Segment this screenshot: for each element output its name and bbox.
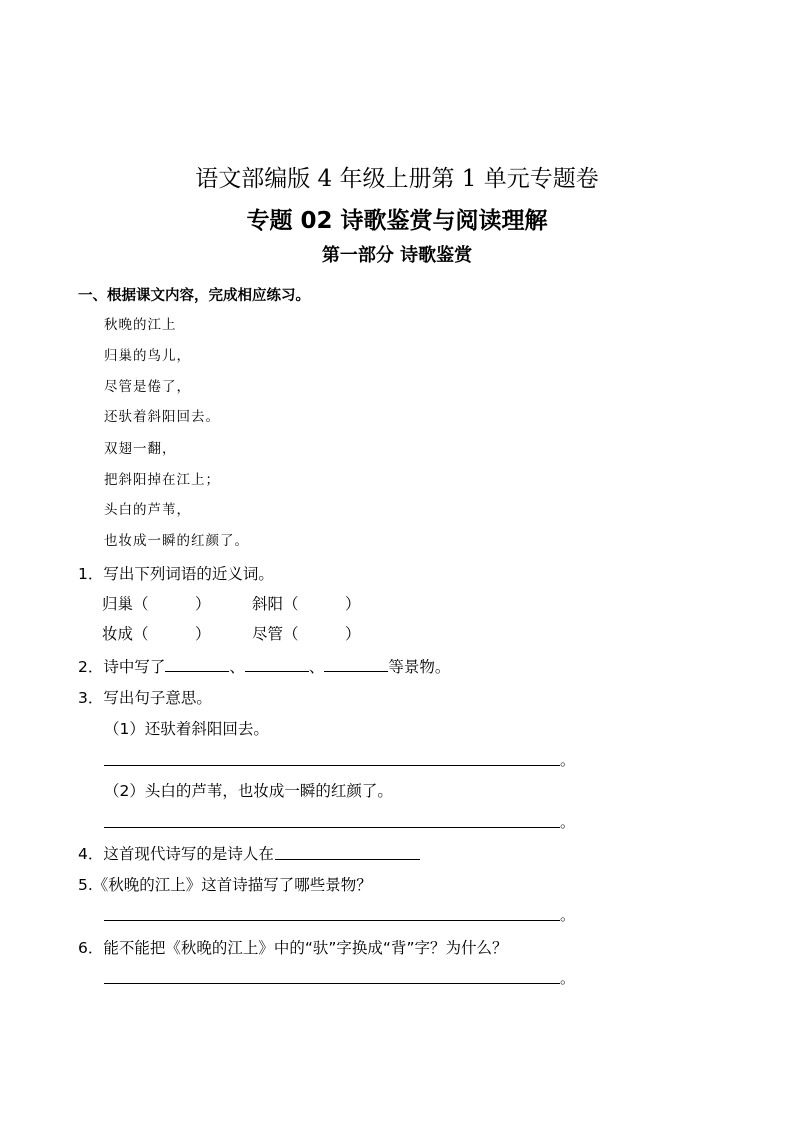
question-5: 5.《秋晚的江上》这首诗描写了哪些景物？ xyxy=(78,876,372,894)
question-3: 3．写出句子意思。 xyxy=(78,689,212,707)
question-3-sub-2: （2）头白的芦苇，也妆成一瞬的红颜了。 xyxy=(104,782,393,800)
answer-line[interactable] xyxy=(104,765,560,766)
question-3-sub-1: （1）还驮着斜阳回去。 xyxy=(104,720,269,738)
topic-subtitle: 专题 02 诗歌鉴赏与阅读理解 xyxy=(246,208,548,234)
question-6: 6．能不能把《秋晚的江上》中的“驮”字换成“背”字？为什么？ xyxy=(78,939,508,957)
period: 。 xyxy=(560,906,576,924)
poem-line: 尽管是倦了， xyxy=(104,379,191,395)
synonym-item-jinguan: 尽管（ ） xyxy=(252,625,361,643)
separator: 、 xyxy=(229,658,245,676)
answer-blank[interactable] xyxy=(275,859,420,860)
question-2-suffix: 等景物。 xyxy=(388,658,451,676)
poem-line: 双翅一翻， xyxy=(104,441,177,457)
poem-line: 把斜阳掉在江上； xyxy=(104,472,220,488)
poem-line: 也妆成一瞬的红颜了。 xyxy=(104,533,249,549)
question-2-text: 2．诗中写了 xyxy=(78,658,166,676)
poem-line: 还驮着斜阳回去。 xyxy=(104,409,220,425)
period: 。 xyxy=(560,751,576,769)
answer-line[interactable] xyxy=(104,827,560,828)
question-4: 4．这首现代诗写的是诗人在 xyxy=(78,845,274,863)
poem-line: 头白的芦苇， xyxy=(104,502,191,518)
question-1: 1．写出下列词语的近义词。 xyxy=(78,565,274,583)
period: 。 xyxy=(560,813,576,831)
document-title: 语文部编版 4 年级上册第 1 单元专题卷 xyxy=(195,166,599,192)
poem-line: 秋晚的江上 xyxy=(104,317,177,333)
synonym-item-xieyang: 斜阳（ ） xyxy=(252,595,361,613)
period: 。 xyxy=(560,969,576,987)
part-heading: 第一部分 诗歌鉴赏 xyxy=(321,245,473,266)
synonym-item-zhuangcheng: 妆成（ ） xyxy=(102,625,211,643)
answer-blank[interactable] xyxy=(324,657,388,672)
answer-blank[interactable] xyxy=(165,657,229,672)
poem-line: 归巢的鸟儿， xyxy=(104,348,191,364)
answer-blank[interactable] xyxy=(245,657,309,672)
answer-line[interactable] xyxy=(104,920,560,921)
synonym-item-guichao: 归巢（ ） xyxy=(102,595,211,613)
separator: 、 xyxy=(308,658,325,676)
question-2 xyxy=(78,655,450,677)
section-heading: 一、根据课文内容，完成相应练习。 xyxy=(78,288,310,304)
answer-line[interactable] xyxy=(104,983,560,984)
